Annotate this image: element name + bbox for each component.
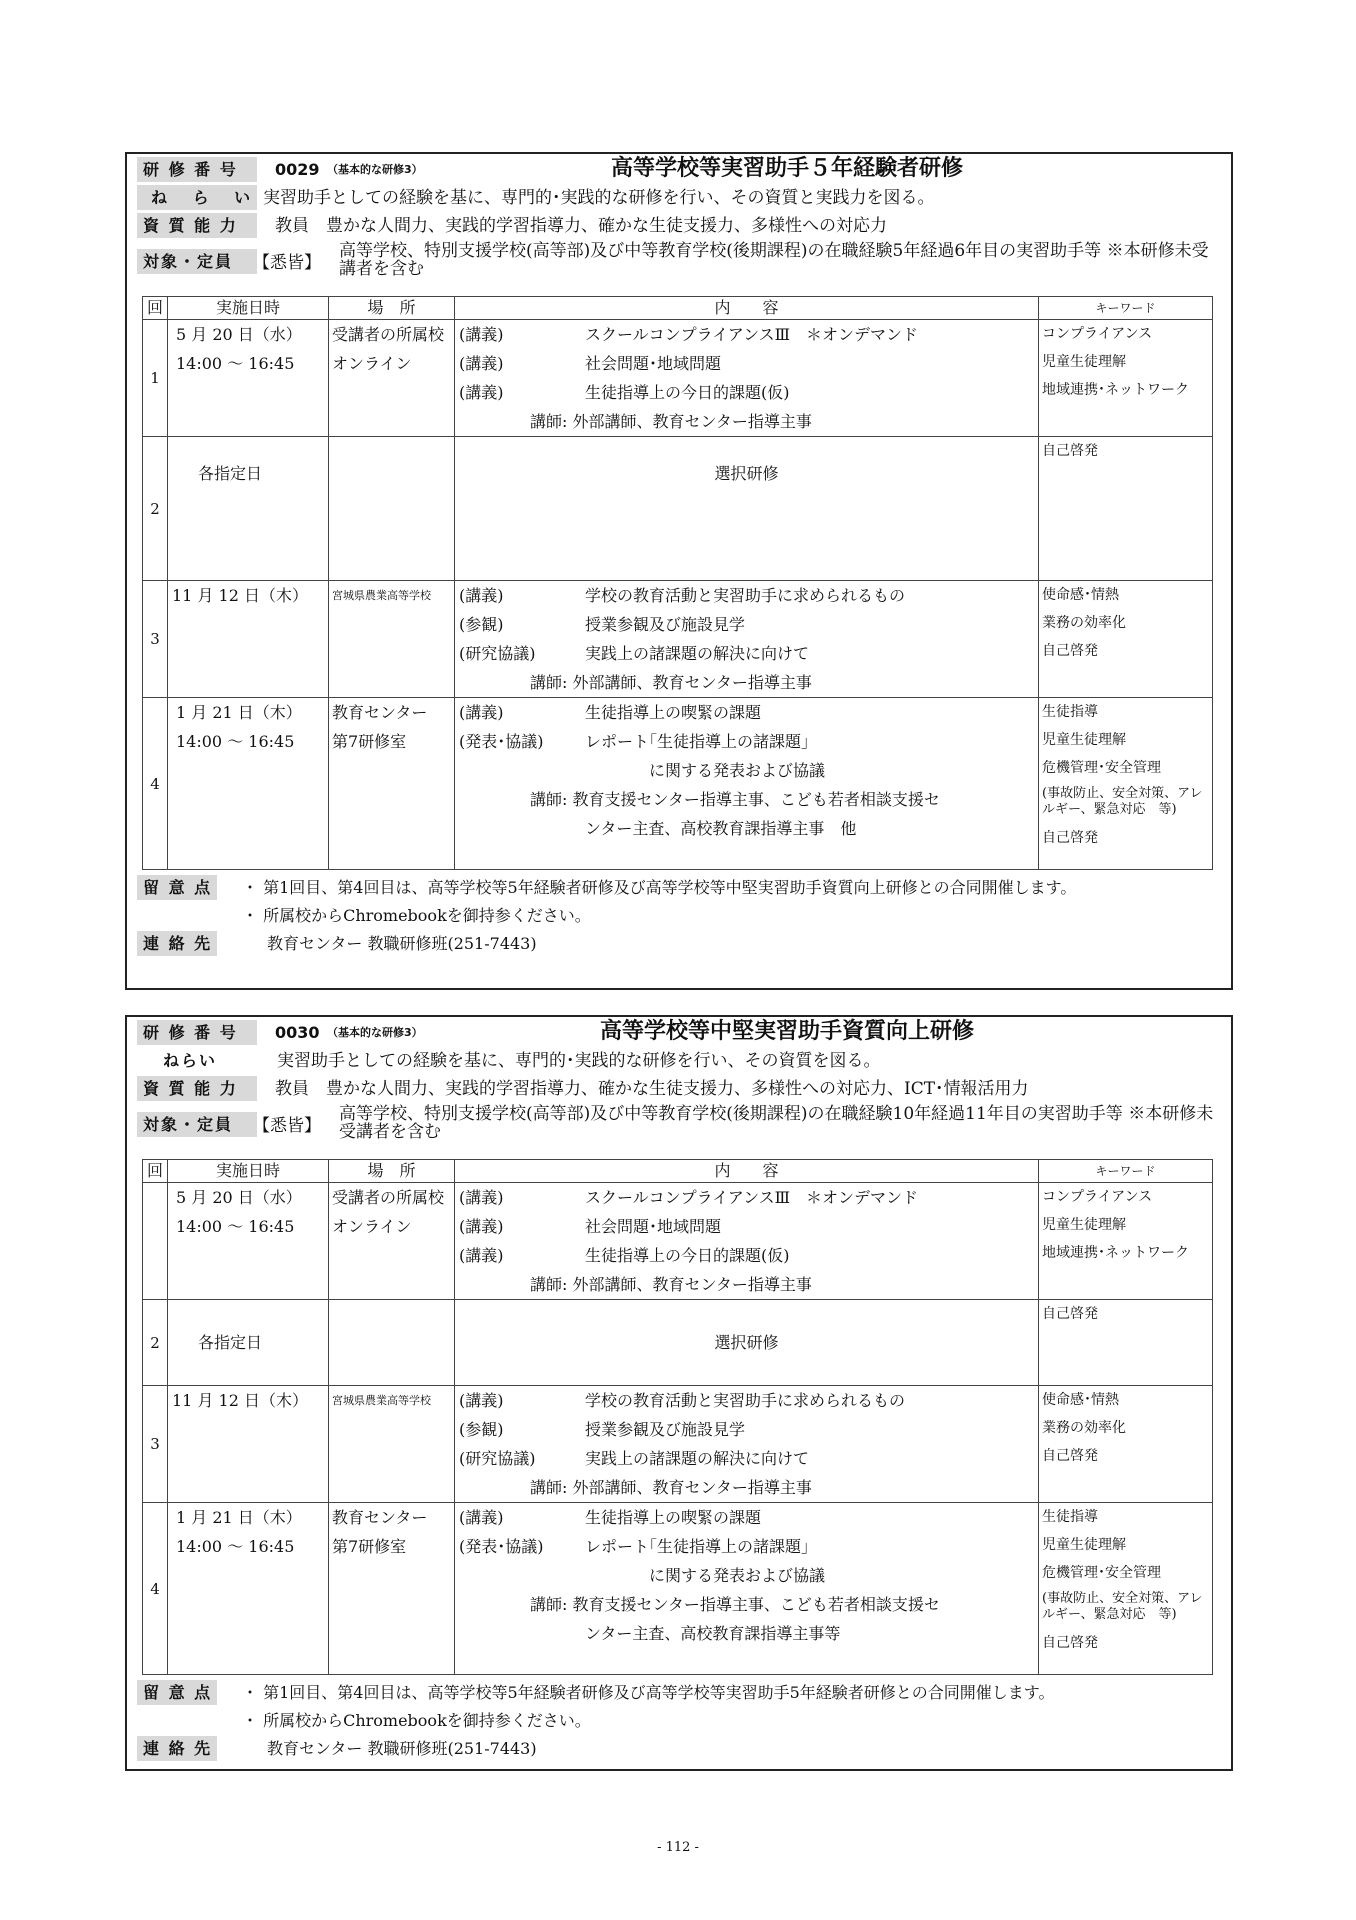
keyword: 使命感･情熱	[1042, 1392, 1119, 1408]
place-text: 第7研修室	[332, 1537, 407, 1556]
lecturer-text: ンター主査、高校教育課指導主事等	[585, 1624, 841, 1643]
aim-text: 実習助手としての経験を基に、専門的･実践的な研修を行い、その資質を図る。	[277, 1051, 881, 1071]
label-contact: 連 絡 先	[137, 1736, 217, 1761]
target-row	[127, 1103, 1231, 1145]
schedule-table	[142, 296, 1213, 870]
lecturer-text: 講師: 教育支援センター指導主事、こども若者相談支援セ	[530, 1595, 940, 1614]
label-notes: 留 意 点	[137, 875, 217, 900]
content-detail: 実践上の諸課題の解決に向けて	[585, 644, 810, 663]
content-category: (講義)	[459, 325, 504, 344]
place-text: 受講者の所属校	[332, 325, 445, 344]
date-text: 5 月 20 日（水）	[176, 1188, 302, 1207]
round-number: 4	[143, 1503, 168, 1675]
label-aim: ねらい	[163, 1051, 218, 1070]
keyword: 自己啓発	[1042, 1448, 1098, 1464]
header-place: 場 所	[329, 1160, 455, 1183]
label-quality: 資 質 能 力	[137, 1076, 257, 1101]
table-header	[143, 297, 1213, 320]
place-text: 宮城県農業高等学校	[332, 589, 431, 602]
keyword: 児童生徒理解	[1042, 1537, 1126, 1553]
course-number-row	[127, 156, 1231, 184]
content-detail: スクールコンプライアンスⅢ ＊オンデマンド	[585, 325, 919, 344]
content-detail: に関する発表および協議	[585, 761, 826, 780]
date-text: 1 月 21 日（木）	[176, 703, 302, 722]
keyword: 児童生徒理解	[1042, 354, 1126, 370]
keyword: 自己啓発	[1042, 830, 1098, 846]
table-row	[143, 1183, 1213, 1300]
content-detail: スクールコンプライアンスⅢ ＊オンデマンド	[585, 1188, 919, 1207]
round-number: 2	[143, 437, 168, 581]
table-row	[143, 437, 1213, 581]
keyword: 業務の効率化	[1042, 615, 1126, 631]
content-detail: 生徒指導上の喫緊の課題	[585, 1508, 762, 1527]
place-text: 受講者の所属校	[332, 1188, 445, 1207]
keyword: 自己啓発	[1042, 443, 1098, 459]
content-detail: 生徒指導上の今日的課題(仮)	[585, 1246, 790, 1265]
header-content: 内 容	[455, 1160, 1039, 1183]
label-course-number: 研 修 番 号	[137, 157, 257, 182]
keyword: (事故防止、安全対策、アレルギー、緊急対応 等)	[1042, 1591, 1203, 1622]
date-text: 11 月 12 日（木）	[172, 586, 308, 605]
table-row	[143, 581, 1213, 698]
place-text: 教育センター	[332, 1508, 428, 1527]
course-type: （基本的な研修3）	[327, 163, 423, 176]
content-category: (参観)	[459, 1420, 504, 1439]
keyword: 業務の効率化	[1042, 1420, 1126, 1436]
round-number	[143, 1183, 168, 1300]
course-number: 0030	[275, 1023, 320, 1042]
content-category: (講義)	[459, 1508, 504, 1527]
content-detail: に関する発表および協議	[585, 1566, 826, 1585]
note-item: ・ 所属校からChromebookを御持参ください。	[242, 906, 591, 925]
quality-text: 教員 豊かな人間力、実践的学習指導力、確かな生徒支援力、多様性への対応力	[275, 216, 887, 236]
header-round: 回	[143, 1160, 168, 1183]
keyword: 使命感･情熱	[1042, 587, 1119, 603]
target-row	[127, 240, 1231, 282]
keyword: 危機管理･安全管理	[1042, 1565, 1161, 1581]
header-keyword: キーワード	[1039, 1160, 1213, 1183]
time-text: 14:00 ～ 16:45	[176, 1537, 295, 1556]
target-text: 高等学校、特別支援学校(高等部)及び中等教育学校(後期課程)の在職経験5年経過6年目の実習助手等 ※本研修未受講者を含む	[339, 241, 1209, 279]
aim-row	[127, 184, 1231, 212]
keyword: 生徒指導	[1042, 1509, 1098, 1525]
lecturer-text: 講師: 教育支援センター指導主事、こども若者相談支援セ	[530, 790, 940, 809]
place-text: オンライン	[332, 354, 412, 373]
keyword: 児童生徒理解	[1042, 1217, 1126, 1233]
keyword: 自己啓発	[1042, 1635, 1098, 1651]
content-detail: 授業参観及び施設見学	[585, 615, 746, 634]
place-text: 宮城県農業高等学校	[332, 1394, 431, 1407]
label-target: 対象・定員	[137, 249, 257, 274]
content-category: (講義)	[459, 586, 504, 605]
lecturer-text: 講師: 外部講師、教育センター指導主事	[530, 1275, 812, 1294]
time-text: 14:00 ～ 16:45	[176, 1217, 295, 1236]
content-detail: 学校の教育活動と実習助手に求められるもの	[585, 1391, 906, 1410]
content-category: (講義)	[459, 1391, 504, 1410]
target-bracket: 【悉皆】	[253, 1116, 321, 1136]
keyword: 地域連携･ネットワーク	[1042, 382, 1189, 398]
content-category: (発表･協議)	[459, 1537, 544, 1556]
note-item: ・ 第1回目、第4回目は、高等学校等5年経験者研修及び高等学校等実習助手5年経験者研修との合同開催します。	[242, 1683, 1055, 1702]
content-detail: 社会問題･地域問題	[585, 1217, 722, 1236]
label-contact: 連 絡 先	[137, 931, 217, 956]
contact-text: 教育センター 教職研修班(251-7443)	[267, 1739, 537, 1758]
content-detail: 生徒指導上の喫緊の課題	[585, 703, 762, 722]
content-category: (参観)	[459, 615, 504, 634]
content-detail: レポート｢生徒指導上の諸課題｣	[585, 732, 810, 751]
content-detail: 社会問題･地域問題	[585, 354, 722, 373]
label-course-number: 研 修 番 号	[137, 1020, 257, 1045]
content-detail: 学校の教育活動と実習助手に求められるもの	[585, 586, 906, 605]
course-title: 高等学校等中堅実習助手資質向上研修	[599, 1019, 974, 1044]
keyword: コンプライアンス	[1042, 326, 1153, 342]
quality-row	[127, 1075, 1231, 1103]
table-row	[143, 320, 1213, 437]
keyword: 自己啓発	[1042, 1306, 1098, 1322]
label-aim: ね ら い	[137, 185, 257, 210]
notes-section	[127, 874, 1231, 958]
course-title: 高等学校等実習助手５年経験者研修	[610, 156, 963, 181]
header-date: 実施日時	[168, 297, 329, 320]
round-number: 1	[143, 320, 168, 437]
course-type: （基本的な研修3）	[327, 1026, 423, 1039]
target-bracket: 【悉皆】	[253, 253, 321, 273]
content-category: (発表･協議)	[459, 732, 544, 751]
quality-row	[127, 212, 1231, 240]
content-category: (研究協議)	[459, 1449, 536, 1468]
schedule-table	[142, 1159, 1213, 1675]
table-row	[143, 1503, 1213, 1675]
keyword: 児童生徒理解	[1042, 732, 1126, 748]
date-text: 11 月 12 日（木）	[172, 1391, 308, 1410]
place-text: オンライン	[332, 1217, 412, 1236]
header-keyword: キーワード	[1039, 297, 1213, 320]
round-number: 2	[143, 1300, 168, 1386]
course-number-row	[127, 1019, 1231, 1047]
content-category: (講義)	[459, 383, 504, 402]
label-quality: 資 質 能 力	[137, 213, 257, 238]
header-content: 内 容	[455, 297, 1039, 320]
content-category: (講義)	[459, 703, 504, 722]
round-number: 3	[143, 1386, 168, 1503]
keyword: 危機管理･安全管理	[1042, 760, 1161, 776]
course-number: 0029	[275, 160, 320, 179]
round-number: 3	[143, 581, 168, 698]
date-text: 5 月 20 日（水）	[176, 325, 302, 344]
course-block-0030	[125, 1015, 1233, 1771]
time-text: 14:00 ～ 16:45	[176, 732, 295, 751]
content-category: (研究協議)	[459, 644, 536, 663]
note-item: ・ 所属校からChromebookを御持参ください。	[242, 1711, 591, 1730]
page-number: - 112 -	[657, 1840, 699, 1855]
content-category: (講義)	[459, 1188, 504, 1207]
keyword: コンプライアンス	[1042, 1189, 1153, 1205]
content-category: (講義)	[459, 1246, 504, 1265]
time-text: 14:00 ～ 16:45	[176, 354, 295, 373]
header-date: 実施日時	[168, 1160, 329, 1183]
lecturer-text: 講師: 外部講師、教育センター指導主事	[530, 412, 812, 431]
lecturer-text: 講師: 外部講師、教育センター指導主事	[530, 673, 812, 692]
date-text: 各指定日	[198, 464, 263, 483]
lecturer-text: ンター主査、高校教育課指導主事 他	[585, 819, 857, 838]
quality-text: 教員 豊かな人間力、実践的学習指導力、確かな生徒支援力、多様性への対応力、ICT･情報活用力	[275, 1079, 1029, 1099]
table-header	[143, 1160, 1213, 1183]
header-round: 回	[143, 297, 168, 320]
contact-text: 教育センター 教職研修班(251-7443)	[267, 934, 537, 953]
label-notes: 留 意 点	[137, 1680, 217, 1705]
course-block-0029	[125, 152, 1233, 990]
aim-row	[127, 1047, 1231, 1075]
table-row	[143, 698, 1213, 870]
keyword: 生徒指導	[1042, 704, 1098, 720]
content-category: (講義)	[459, 1217, 504, 1236]
place-text: 第7研修室	[332, 732, 407, 751]
keyword: 地域連携･ネットワーク	[1042, 1245, 1189, 1261]
aim-text: 実習助手としての経験を基に、専門的･実践的な研修を行い、その資質と実践力を図る。	[263, 188, 935, 208]
keyword: (事故防止、安全対策、アレルギー、緊急対応 等)	[1042, 786, 1203, 817]
content-detail: 実践上の諸課題の解決に向けて	[585, 1449, 810, 1468]
date-text: 1 月 21 日（木）	[176, 1508, 302, 1527]
table-row	[143, 1386, 1213, 1503]
table-row	[143, 1300, 1213, 1386]
content-detail: 選択研修	[714, 1333, 779, 1352]
lecturer-text: 講師: 外部講師、教育センター指導主事	[530, 1478, 812, 1497]
keyword: 自己啓発	[1042, 643, 1098, 659]
round-number: 4	[143, 698, 168, 870]
content-detail: レポート｢生徒指導上の諸課題｣	[585, 1537, 810, 1556]
header-place: 場 所	[329, 297, 455, 320]
content-detail: 選択研修	[714, 464, 779, 483]
place-text: 教育センター	[332, 703, 428, 722]
notes-section	[127, 1679, 1231, 1763]
label-target: 対象・定員	[137, 1112, 257, 1137]
date-text: 各指定日	[198, 1333, 263, 1352]
note-item: ・ 第1回目、第4回目は、高等学校等5年経験者研修及び高等学校等中堅実習助手資質向上研修との合同開催します。	[242, 878, 1077, 897]
content-detail: 授業参観及び施設見学	[585, 1420, 746, 1439]
target-text: 高等学校、特別支援学校(高等部)及び中等教育学校(後期課程)の在職経験10年経過11年目の実習助手等 ※本研修未受講者を含む	[339, 1104, 1214, 1142]
content-category: (講義)	[459, 354, 504, 373]
content-detail: 生徒指導上の今日的課題(仮)	[585, 383, 790, 402]
